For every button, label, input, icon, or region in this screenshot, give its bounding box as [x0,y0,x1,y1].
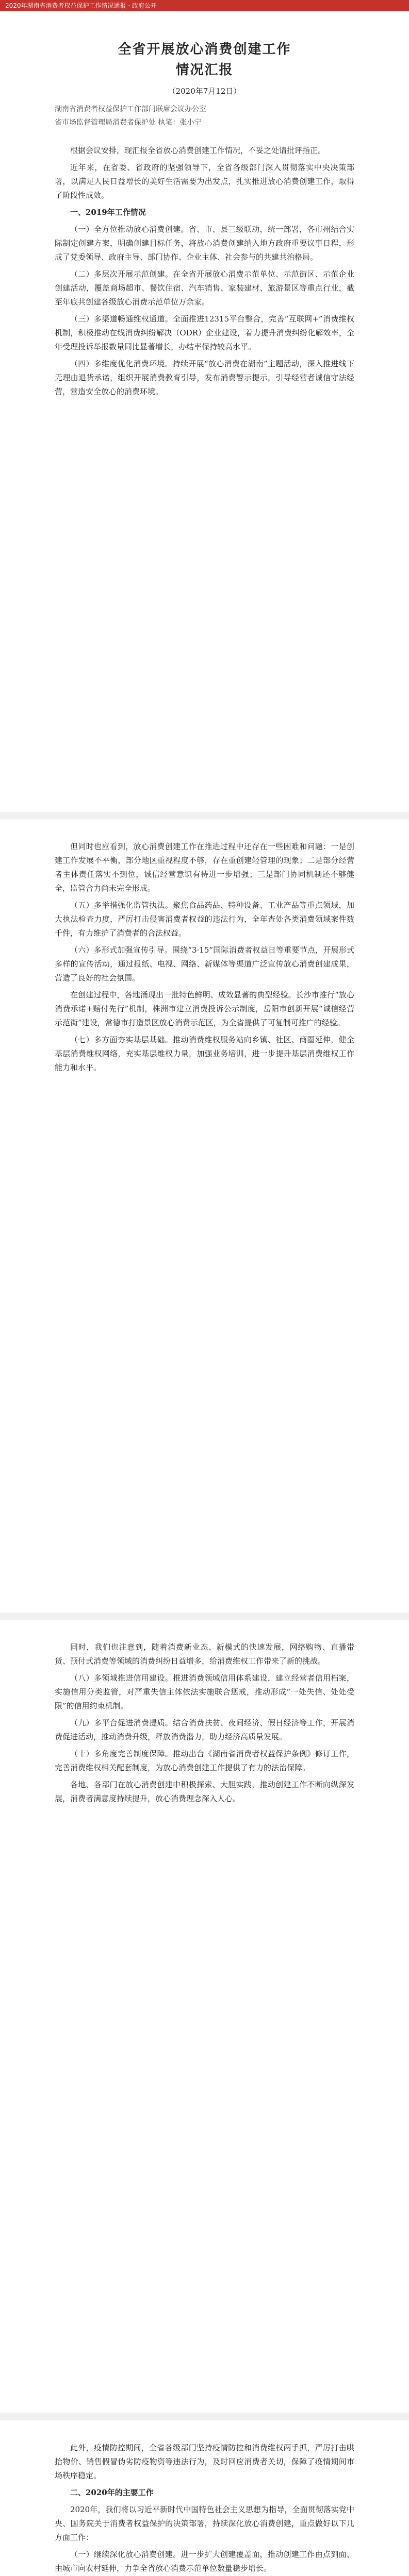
document-author [55,103,354,129]
paragraph: （五）多举措强化监管执法。聚焦食品药品、特种设备、工业产品等重点领域，加大执法检查力度，严厉打击侵害消费者权益的违法行为，全年查处各类消费领域案件数千件，有力维护了消费者的合法权益。 [55,901,354,938]
document-banner: 2020年湖南省消费者权益保护工作情况通报 · 政府公开 [0,0,409,11]
page-divider [0,1613,409,1620]
paragraph: （一）继续深化放心消费创建。进一步扩大创建覆盖面，推动创建工作由点到面、由城市向农村延伸，力争全省放心消费示范单位数量稳步增长。 [55,2550,354,2573]
page-divider [0,2413,409,2420]
document-title [55,39,354,80]
paragraph: （一）全方位推动放心消费创建。省、市、县三级联动，统一部署，各市州结合实际制定创建方案，明确创建目标任务，将放心消费创建纳入地方政府重要议事日程，形成了党委领导、政府主导、部门协作、企业主体、社会参与的共建共治格局。 [55,225,354,262]
document-date: （2020年7月12日） [168,87,241,96]
document-page-4 [29,2420,380,2576]
paragraph: （六）多形式加强宣传引导。围绕“3·15”国际消费者权益日等重要节点，开展形式多样的宣传活动，通过报纸、电视、网络、新媒体等渠道广泛宣传放心消费创建成果，营造了良好的社会氛围。 [55,945,354,982]
paragraph: 此外，疫情防控期间，全省各级部门坚持疫情防控和消费维权两手抓，严厉打击哄抬物价、销售假冒伪劣防疫物资等违法行为，及时回应消费者关切，保障了疫情期间市场秩序稳定。 [55,2443,354,2480]
page-divider [0,812,409,819]
paragraph: 根据会议安排，现汇报全省放心消费创建工作情况，不妥之处请批评指正。 [70,146,326,155]
document-page-3 [29,1620,380,2413]
title-line-2: 情况汇报 [175,62,234,78]
paragraph: （七）多方面夯实基层基础。推动消费维权服务站向乡镇、社区、商圈延伸，健全基层消费维权网络，充实基层维权力量，加强业务培训，进一步提升基层消费维权工作能力和水平。 [55,1035,354,1072]
paragraph: （八）多领域推进信用建设。推进消费领域信用体系建设，建立经营者信用档案，实施信用分类监管，对严重失信主体依法实施联合惩戒，推动形成“一处失信、处处受限”的信用约束机制。 [55,1673,354,1710]
paragraph: （四）多维度优化消费环境。持续开展“放心消费在湖南”主题活动，深入推进线下无理由退货承诺，组织开展消费教育引导，发布消费警示提示，引导经营者诚信守法经营，营造安全放心的消费环境。 [55,359,354,396]
paragraph: （九）多平台促进消费提质。结合消费扶贫、夜间经济、假日经济等工作，开展消费促进活动，推动消费升级，释放消费潜力，助力经济高质量发展。 [55,1718,354,1741]
document-page-2 [29,819,380,1613]
section-heading: 二、2020年的主要工作 [70,2488,154,2497]
paragraph: 在创建过程中，各地涌现出一批特色鲜明、成效显著的典型经验。长沙市推行“放心消费承诺+赔付先行”机制，株洲市建立消费投诉公示制度，岳阳市创新开展“诚信经营示范街”建设，常德市打造景区放心消费示范区，为全省提供了可复制可推广的经验。 [55,990,354,1027]
title-line-1: 全省开展放心消费创建工作 [118,42,291,57]
paragraph: 2020年，我们将以习近平新时代中国特色社会主义思想为指导，全面贯彻落实党中央、国务院关于消费者权益保护的决策部署，持续深化放心消费创建，重点做好以下几方面工作： [55,2505,354,2542]
author-org: 湖南省消费者权益保护工作部门联席会议办公室 [55,105,206,113]
author-sub: 省市场监督管理局消费者保护处 执笔：张小宁 [55,118,202,127]
document-page-1 [29,19,380,812]
paragraph: 各地、各部门在放心消费创建中积极探索、大胆实践，推动创建工作不断向纵深发展，消费者满意度持续提升，放心消费理念深入人心。 [55,1780,354,1803]
paragraph: 但同时也应看到，放心消费创建工作在推进过程中还存在一些困难和问题：一是创建工作发展不平衡，部分地区重视程度不够，存在重创建轻管理的现象；二是部分经营者主体责任落实不到位，诚信经营意识有待进一步增强；三是部门协同机制还不够健全，监管合力尚未完全形成。 [55,842,354,893]
paragraph: 同时，我们也注意到，随着消费新业态、新模式的快速发展，网络购物、直播带货、预付式消费等领域的消费纠纷日益增多，给消费维权工作带来了新的挑战。 [55,1642,354,1666]
paragraph: （十）多角度完善制度保障。推动出台《湖南省消费者权益保护条例》修订工作，完善消费维权相关配套制度，为放心消费创建工作提供了有力的法治保障。 [55,1749,354,1772]
paragraph: （三）多渠道畅通维权通道。全面推进12315平台整合，完善“互联网+”消费维权机制，积极推动在线消费纠纷解决（ODR）企业建设，着力提升消费纠纷化解效率，全年受理投诉举报数量同比显著增长，办结率保持较高水平。 [55,314,354,351]
paragraph: 近年来，在省委、省政府的坚强领导下，全省各级部门深入贯彻落实中央决策部署，以满足人民日益增长的美好生活需要为出发点，扎实推进放心消费创建工作，取得了阶段性成效。 [55,163,354,200]
section-heading: 一、2019年工作情况 [70,208,146,217]
paragraph: （二）多层次开展示范创建。在全省开展放心消费示范单位、示范街区、示范企业创建活动，覆盖商场超市、餐饮住宿、汽车销售、家装建材、旅游景区等重点行业，截至年底共创建各级放心消费示范单位万余家。 [55,269,354,307]
